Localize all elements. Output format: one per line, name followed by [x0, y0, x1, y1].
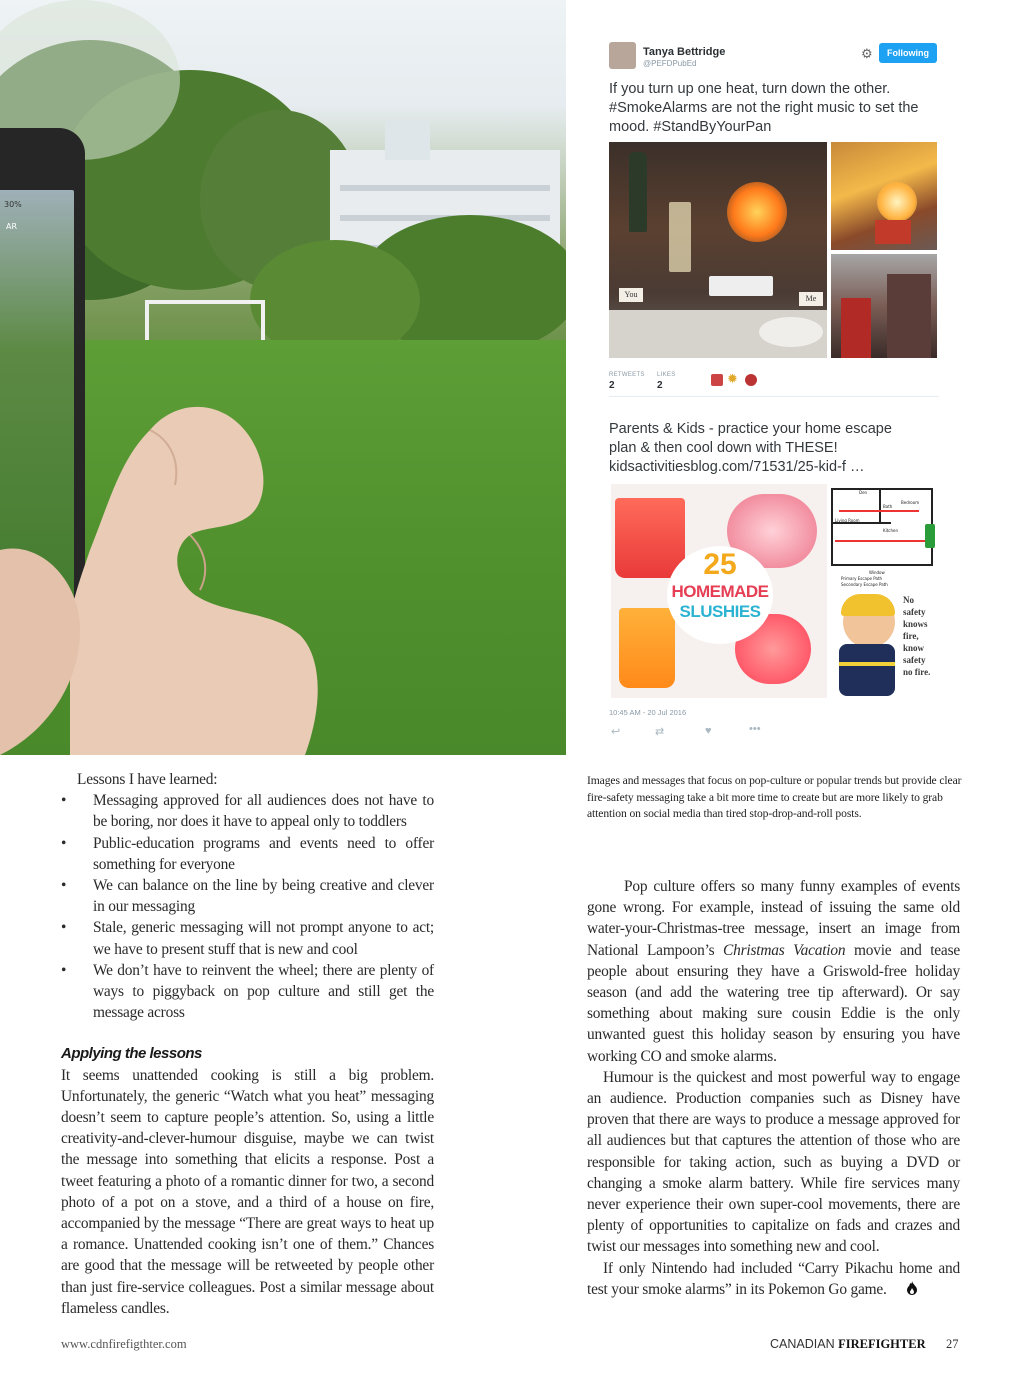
slushies-title-line-2: SLUSHIES: [679, 602, 761, 621]
tweet-link[interactable]: kidsactivitiesblog.com/71531/25-kid-f …: [609, 459, 865, 475]
list-item: [61, 790, 434, 832]
tweet-text-line-2: plan & then cool down with THESE!: [609, 440, 838, 456]
list-item-text: Public-education programs and events need to offer something for everyone: [93, 834, 434, 873]
body-paragraph: [587, 876, 960, 1067]
escape-plan-image: [829, 484, 939, 698]
place-card-you: You: [619, 288, 643, 302]
tweet-text-line-1: Parents & Kids - practice your home escape: [609, 421, 892, 437]
list-item-text: Messaging approved for all audiences does not have to be boring, nor does it have to appeal only to toddlers: [93, 792, 434, 831]
bullet: •: [61, 834, 67, 852]
map-room-bath: Bath: [883, 504, 893, 509]
slushies-image: [611, 484, 827, 698]
following-button[interactable]: Following: [879, 43, 937, 63]
hand: [0, 250, 330, 755]
list-item: [61, 875, 434, 917]
divider: [609, 396, 939, 397]
place-card-me: Me: [799, 292, 823, 306]
magazine-name: [770, 1337, 926, 1352]
left-column: [61, 769, 434, 1319]
slushies-title-line-1: HOMEMADE: [671, 582, 769, 601]
bullet: •: [61, 961, 67, 979]
reply-icon[interactable]: ↩: [611, 726, 621, 738]
retweets-count: 2: [609, 380, 615, 391]
list-item-text: Stale, generic messaging will not prompt anyone to act; we have to present stuff that is new and cool: [93, 919, 434, 958]
body-paragraph: It seems unattended cooking is still a big problem. Unfortunately, the generic “Watch what you heat” messaging doesn’t seem to capture people’s attention. So, using a little creativity-and-clever-humour disguise, maybe we can twist the message into something that elicits a response. Post a tweet featuring a photo of a romantic dinner for two, a second photo of a pot on a stove, and a third of a house on fire, accompanied by the message “There are great ways to heat up a romance. Unattended cooking isn’t one of them.” Chances are good that the message will be retweeted by people other than just fire-service colleagues. Post a similar message about flameless candles.: [61, 1066, 434, 1317]
more-icon[interactable]: •••: [749, 723, 761, 735]
avatar: [609, 42, 636, 69]
list-item-text: We can balance on the line by being creative and clever in our messaging: [93, 877, 434, 916]
pot-on-stove-photo: [831, 142, 937, 250]
phone-ar-text: AR: [6, 222, 18, 231]
liker-badge-icon[interactable]: ✹: [727, 371, 738, 386]
retweets-label: RETWEETS: [609, 372, 645, 378]
map-legend-secondary: Secondary Escape Path: [841, 582, 888, 587]
lessons-intro: Lessons I have learned:: [77, 771, 218, 788]
body-paragraph: Humour is the quickest and most powerful way to engage an audience. Production companies such as Disney have proven that there are ways to produce a message approved for all audiences but that captures the attention of those who are responsible for taking action, such as buying a DVD or changing a smoke alarm battery. While fire services many never experience their own super-cool movements, there are plenty of opportunities to capitalize on fads and crazes and twist our messages into something new and cool.: [587, 1068, 960, 1256]
likes-count: 2: [657, 380, 663, 391]
tweet-text: If you turn up one heat, turn down the other. #SmokeAlarms are not the right music to set the mood. #StandByYourPan: [609, 81, 919, 135]
romantic-dinner-photo: [609, 142, 827, 358]
likes-label: LIKES: [657, 372, 676, 378]
right-column: [587, 876, 960, 1300]
retweet-icon[interactable]: ⇄: [655, 726, 665, 738]
image-caption: Images and messages that focus on pop-culture or popular trends but provide clear fire-safety messaging take a bit more time to create but are more likely to grab attention on social media than tired stop-drop-and-roll posts.: [587, 774, 962, 821]
bullet: •: [61, 919, 67, 937]
map-room-den: Den: [859, 490, 868, 495]
tweet-author-handle: @PEFDPubEd: [643, 59, 697, 68]
liker-avatar-icon[interactable]: [745, 374, 757, 386]
tweet-timestamp: 10:45 AM - 20 Jul 2016: [609, 708, 687, 717]
map-room-kitchen: Kitchen: [883, 528, 899, 533]
phone-battery-text: 30%: [4, 200, 22, 209]
magazine-name-prefix: CANADIAN: [770, 1337, 839, 1351]
bullet: •: [61, 792, 67, 810]
map-room-bedroom: Bedroom: [901, 500, 920, 505]
bullet: •: [61, 877, 67, 895]
map-room-living: Living Room: [835, 518, 860, 523]
list-item-text: We don’t have to reinvent the wheel; there are plenty of ways to piggyback on pop culture and still get the message across: [93, 961, 434, 1022]
footer-url[interactable]: www.cdnfirefigthter.com: [61, 1337, 187, 1351]
page-number: 27: [946, 1337, 959, 1351]
liker-avatar-icon[interactable]: [711, 374, 723, 386]
house-on-fire-photo: [831, 254, 937, 358]
like-icon[interactable]: ♥: [705, 725, 712, 737]
map-legend-window: Window: [869, 570, 885, 575]
list-item: [61, 960, 434, 1024]
slushies-number: 25: [703, 548, 737, 581]
paragraph-text: If only Nintendo had included “Carry Pikachu home and test your smoke alarms” in its Pokemon Go game.: [587, 1259, 960, 1298]
magazine-name-bold: FIREFIGHTER: [838, 1337, 926, 1351]
tweet-author-name[interactable]: Tanya Bettridge: [643, 46, 726, 58]
lessons-list: [61, 790, 434, 1023]
paragraph-text: movie and tease people about ensuring they have a Griswold-free holiday season (and add the watering tree tip afterward). Or say something about making sure cousin Eddie is the only unwanted guest this holiday season by ensuring you have working CO and smoke alarms.: [587, 941, 960, 1065]
hero-photo: [0, 0, 566, 755]
list-item: [61, 917, 434, 959]
list-item: [61, 833, 434, 875]
paragraph-text: Pop culture offers so many funny examples of events gone wrong. For example, instead of issuing the same old water-your-Christmas-tree message, insert an image from National Lampoon’s: [587, 878, 960, 959]
flame-end-mark-icon: [890, 1280, 902, 1294]
map-legend-primary: Primary Escape Path: [841, 576, 883, 581]
movie-title: Christmas Vacation: [723, 941, 846, 959]
section-heading: Applying the lessons: [61, 1045, 202, 1063]
body-paragraph: [587, 1258, 960, 1300]
gear-icon[interactable]: ⚙: [861, 46, 873, 61]
map-note: No safety knows fire, know safety no fire.: [903, 595, 931, 677]
